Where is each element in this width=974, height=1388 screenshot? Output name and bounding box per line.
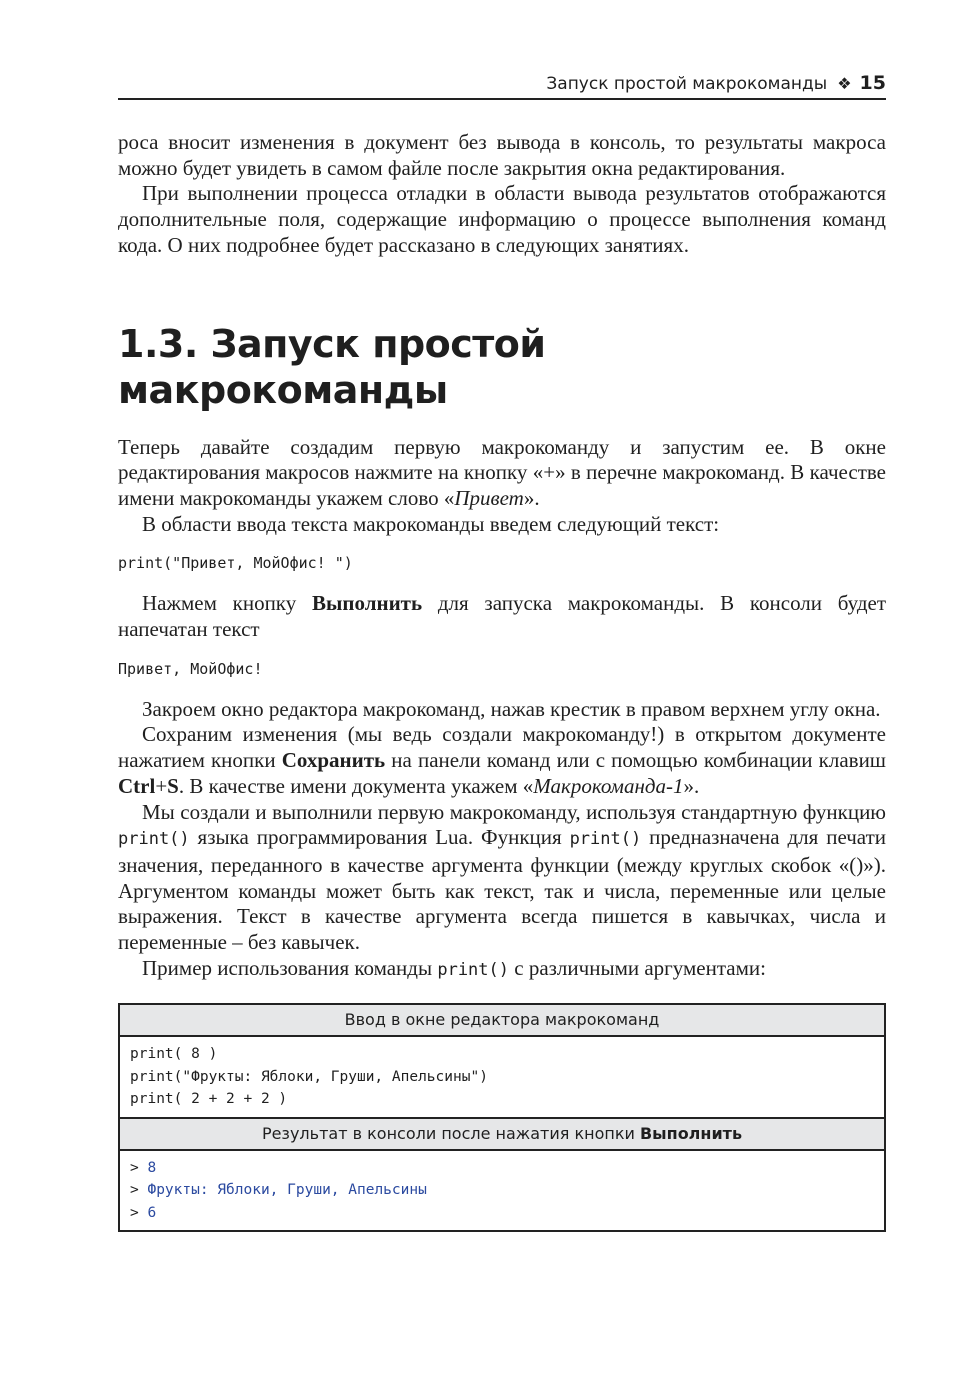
paragraph: Мы создали и выполнили первую макрокоманду, используя стандартную функцию print() языка программирования Lua. Функция print() предназначена для печати значения, переданного в качестве аргумента функции (между круглых скобок «()»). Аргументом команды может быть как текст, так и числа, переменные или целые выражения. Текст в качестве аргумента всегда пишется в кавычках, числа и переменные – без кавычек. bbox=[118, 799, 886, 955]
code-line: print( 8 ) bbox=[130, 1046, 218, 1063]
input-code bbox=[120, 1037, 884, 1119]
code-line: print( 2 + 2 + 2 ) bbox=[130, 1091, 288, 1108]
code-line: print("Фрукты: Яблоки, Груши, Апельсины") bbox=[130, 1068, 488, 1085]
output-header: Результат в консоли после нажатия кнопки Выполнить bbox=[120, 1119, 884, 1151]
page-number: 15 bbox=[859, 72, 886, 94]
code-line: print("Привет, МойОфис! ") bbox=[118, 554, 353, 573]
paragraph: В области ввода текста макрокоманды введем следующий текст: bbox=[142, 511, 720, 536]
running-title: Запуск простой макрокоманды bbox=[546, 74, 828, 94]
output-line: > Фрукты: Яблоки, Груши, Апельсины bbox=[130, 1182, 427, 1199]
paragraph: Закроем окно редактора макрокоманд, нажав крестик в правом верхнем углу окна. bbox=[142, 696, 881, 721]
page-column bbox=[118, 0, 886, 1272]
input-header: Ввод в окне редактора макрокоманд bbox=[120, 1005, 884, 1037]
paragraph: Пример использования команды print() с различными аргументами: bbox=[142, 955, 766, 980]
paragraph: Теперь давайте создадим первую макрокоманду и запустим ее. В окне редактирования макросов нажмите на кнопку «+» в перечне макрокоманд. В качестве имени макрокоманды укажем слово «Привет». bbox=[118, 434, 886, 510]
paragraph: При выполнении процесса отладки в области вывода результатов отображаются дополнительные поля, содержащие информацию о процессе выполнения команд кода. О них подробнее будет рассказано в следующих занятиях. bbox=[118, 181, 886, 257]
output-line: > 8 bbox=[130, 1159, 157, 1176]
example-table bbox=[118, 1003, 886, 1232]
output-line: > 6 bbox=[130, 1204, 157, 1221]
paragraph: роса вносит изменения в документ без вывода в консоль, то результаты макроса можно будет увидеть в самом файле после закрытия окна редактирования. bbox=[118, 130, 886, 180]
paragraph: Нажмем кнопку Выполнить для запуска макрокоманды. В консоли будет напечатан текст bbox=[118, 591, 887, 642]
paragraph: Сохраним изменения (мы ведь создали макрокоманду!) в открытом документе нажатием кнопки Сохранить на панели команд или с помощью комбинации клавиш Ctrl+S. В качестве имени документа укажем «Макрокоманда-1». bbox=[118, 722, 886, 798]
running-header bbox=[118, 70, 886, 100]
section-heading: 1.3. Запуск простой макрокоманды bbox=[118, 321, 546, 412]
console-output bbox=[120, 1151, 884, 1231]
code-line: Привет, МойОфис! bbox=[118, 659, 263, 678]
ornament-icon: ❖ bbox=[837, 74, 852, 93]
